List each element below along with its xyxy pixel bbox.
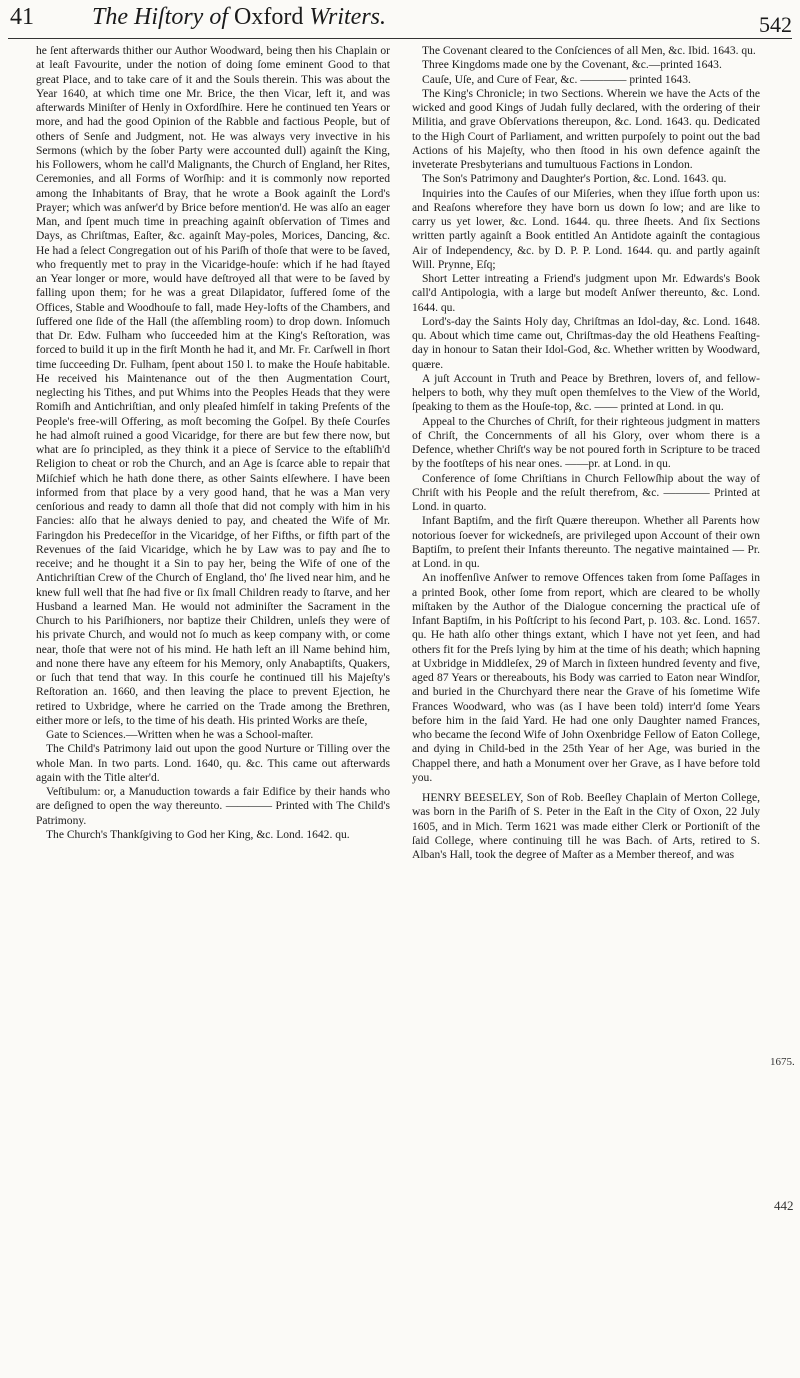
running-header [0,0,800,36]
work-entry: The King's Chronicle; in two Sections. Wherein we have the Acts of the wicked and good Kings of Judah fully declared, with the ordering of their Militia, and grave Obſervations thereupon, &c. Lond. 1643. qu. Dedicated to the High Court of Parliament, and written purpoſely to point out the bad Actions of his Majeſty, who then ſtood in his own defence againſt the inveterate Presbyterians and tumultuous Factions in London. [412,87,760,171]
work-entry: The Covenant cleared to the Conſciences of all Men, &c. Ibid. 1643. qu. [422,45,756,57]
running-title-part-1: The Hiſtory of [92,4,228,30]
running-title-part-3: Writers. [309,4,387,30]
work-entry: The Son's Patrimony and Daughter's Portion, &c. Lond. 1643. qu. [422,173,727,186]
work-entry: The Church's Thankſgiving to God her King, &c. Lond. 1642. qu. [46,828,350,841]
work-entry: Three Kingdoms made one by the Covenant, &c.—printed 1643. [422,59,722,72]
work-entry: An inoffenſive Anſwer to remove Offences taken from ſome Paſſages in a printed Book, other ſome from report, which are cleared to be wholly miſtaken by the Author of the Dialogue concerning the practical uſe of Infant Baptiſm, in his Poſtſcript to his ſecond Part, p. 103. &c. Lond. 1657. qu. He hath alſo other things extant, which I have not yet ſeen, and had others fit for the Preſs lying by him at the time of his death; which hapning at Uxbridge in Middleſex, 29 of March in ſixteen hundred ſeventy and five, aged 87 Years or thereabouts, his Body was carried to Eaton near Windſor, and buried in the Churchyard there near the Grave of his ſometime Wife Frances Woodward, who was (as I have been told) interr'd ſome Years before him in the ſaid Yard. He had one only Daughter named Frances, who became the ſecond Wife of John Oxenbridge Fellow of Eaton College, and dying in Child-bed in the 25th Year of her Age, was buried in the Chappel there, and hath a Monument over her Grave, as I have before told you. [412,572,760,784]
right-column [412,44,760,1369]
margin-entry-number: 442 [774,1198,794,1213]
paragraph: he ſent afterwards thither our Author Woodward, being then his Chaplain or at leaſt Favourite, under the notion of doing ſome eminent Good to that great Place, and to take care of it and the Souls therein. This was about the Year 1640, at which time one Mr. Brice, the then Vicar, left it, and was afterwards Miniſter of Henly in Oxfordſhire. Here he continued ten Years or more, and had the good Opinion of the Rabble and factious People, but of others of Senſe and Judgment, not. He was always very invective in his Sermons (which by the ſober Party were accounted dull) againſt the King, his Followers, whom he call'd Malignants, the Church of England, her Rites, Ceremonies, and all Forms of Worſhip: and it is commonly now reported among the Inhabitants of Bray, that he wrote a Book againſt the Lord's Prayer; which was anſwer'd by Brice before mention'd. He was alſo an eager Man, and ſpent much time in preaching againſt obſervation of Times and Days, as Chriſtmas, Eaſter, &c. againſt May-poles, Morices, Dancing, &c. He had a ſelect Congregation out of his Pariſh of thoſe that were to be ſaved, who frequently met to pray in the Vicaridge-houſe: which if he had ſtayed an Year longer or more, would have deſtroyed all that were to be ſaved by falling upon them; for he was a great Dilapidator, ſuffered ſome of the Offices, Stable and Woodhouſe to fall, made Hey-lofts of the Chambers, and ſuffered one ſide of the Hall (the aſſembling room) to drop down. Inſomuch that Dr. Edw. Fulham who ſucceeded him at the King's Reſtoration, was forced to build it up in the firſt Month he had it, and Mr. Fr. Carſwell in ſhort time ſucceeding Dr. Fulham, ſpent about 150 l. to make the Houſe habitable. He received his Maintenance out of the then Augmentation Court, neglecting his Tithes, and put Whims into the Peoples Heads that they were Romiſh and Antichriſtian, and only pleaſed himſelf in taking Preſents of the People's free-will Offering, as moſt becoming the Goſpel. By theſe Courſes he had almoſt ruined a good Vicaridge, for there are but few there now, but what are ſo principled, as they think it a piece of Service to the eſtabliſh'd Religion to cheat or rob the Church, and an Age is ſcarce able to repair that Miſchief which he hath done there, as other Saints elſewhere. I have been informed from that place by a very good hand, that he was a Man very cenſorious and ready to damn all thoſe that did not comply with him in his Fancies: alſo that he always denied to pay, and cheated the Wife of Mr. Faringdon his Predeceſſor in the Vicaridge, of her Fifths, or fifth part of the Revenues of the ſaid Vicaridge, which he by Law was to pay and ſhe to receive; and he thought it a Sin to pay her, being the Wife of one of the Antichriſtian Crew of the Church of England, tho' ſhe lived near him, and he knew full well that ſhe had five or ſix ſmall Children ready to ſtarve, and her Husband a learned Man. He would not adminiſter the Sacrament in the Church to his Pariſhioners, nor baptize their Children, unleſs they were of his private Church, and would not ſo much as keep company with, or come near, thoſe that were not of his mind. He hath left an ill Name behind him, and none there have any eſteem for his Memory, only Anabaptiſts, Quakers, or ſuch that tend that way. In this courſe he continued till his Majeſty's Reſtoration an. 1660, and then leaving the place to prevent Ejection, he retired to Uxbridge, where he carried on the Trade among the Brethren, either more or leſs, to the time of his death. His printed Works are theſe, [36,45,390,727]
work-entry: A juſt Account in Truth and Peace by Brethren, lovers of, and fellow-helpers to both, why they muſt open themſelves to the View of the World, ſpeaking to them as the Houſe-top, &c. —— printed at Lond. in qu. [412,372,760,414]
work-entry: Short Letter intreating a Friend's judgment upon Mr. Edwards's Book call'd Antipologia, with a large but modeſt Anſwer thereunto, &c. Lond. 1644. qu. [412,273,760,314]
work-entry: Veſtibulum: or, a Manuduction towards a fair Edifice by their hands who are deſigned to open the way thereunto. ———— Printed with The Child's Patrimony. [36,786,390,827]
page-number-left: 41 [10,4,34,30]
work-entry: Lord's-day the Saints Holy day, Chriſtmas an Idol-day, &c. Lond. 1648. qu. About which time came out, Chriſtmas-day the old Heathens Feaſting-day in honour to Satan their Idol-God, &c. Whether written by Woodward, quære. [412,315,760,371]
page-number-right: 542 [759,12,792,37]
margin-year-note: 1675. [770,1056,795,1068]
left-column [36,44,390,1369]
header-rule [8,38,792,39]
work-entry: Conference of ſome Chriſtians in Church Fellowſhip about the way of Chriſt with his People and the reſult therefrom, &c. ———— Printed at Lond. in quarto. [412,472,760,513]
work-entry: Gate to Sciences.—Written when he was a School-maſter. [46,729,314,741]
running-title-part-2: Oxford [234,4,304,30]
biography-entry: HENRY BEESELEY, Son of Rob. Beeſley Chaplain of Merton College, was born in the Pariſh of S. Peter in the Eaſt in the City of Oxon, 22 July 1605, and in Mich. Term 1621 was made either Clerk or Portioniſt of the ſaid College, where continuing till he was Bach. of Arts, retired to S. Alban's Hall, took the degree of Maſter as a Member thereof, and was [412,792,760,861]
work-entry: Cauſe, Uſe, and Cure of Fear, &c. ———— printed 1643. [422,73,691,86]
running-title [92,4,386,31]
work-entry: Inquiries into the Cauſes of our Miſeries, when they iſſue forth upon us: and Reaſons wherefore they have born us down ſo low; and are like to carry us yet lower, &c. Lond. 1644. qu. three ſheets. And ſix Sections written partly againſt a Book entitled An Antidote againſt the contagious Air of Independency, &c. by D. P. P. Lond. 1644. qu. and partly againſt Will. Prynne, Eſq; [412,187,760,271]
work-entry: Infant Baptiſm, and the firſt Quære thereupon. Whether all Parents how notorious ſoever for wickedneſs, are privileged upon Account of their own Baptiſm, to preſent their Infants thereunto. The negative maintained — Pr. at Lond. in qu. [412,515,760,570]
work-entry: Appeal to the Churches of Chriſt, for their righteous judgment in matters of Chriſt, the Concernments of all his Glory, over whom there is a Defence, whether Chriſt's way be not poured forth in Scripture to be traced by the footſteps of his near ones. ——pr. at Lond. in qu. [412,415,760,471]
work-entry: The Child's Patrimony laid out upon the good Nurture or Tilling over the whole Man. In two parts. Lond. 1640, qu. &c. This came out afterwards again with the Title alter'd. [36,743,390,784]
